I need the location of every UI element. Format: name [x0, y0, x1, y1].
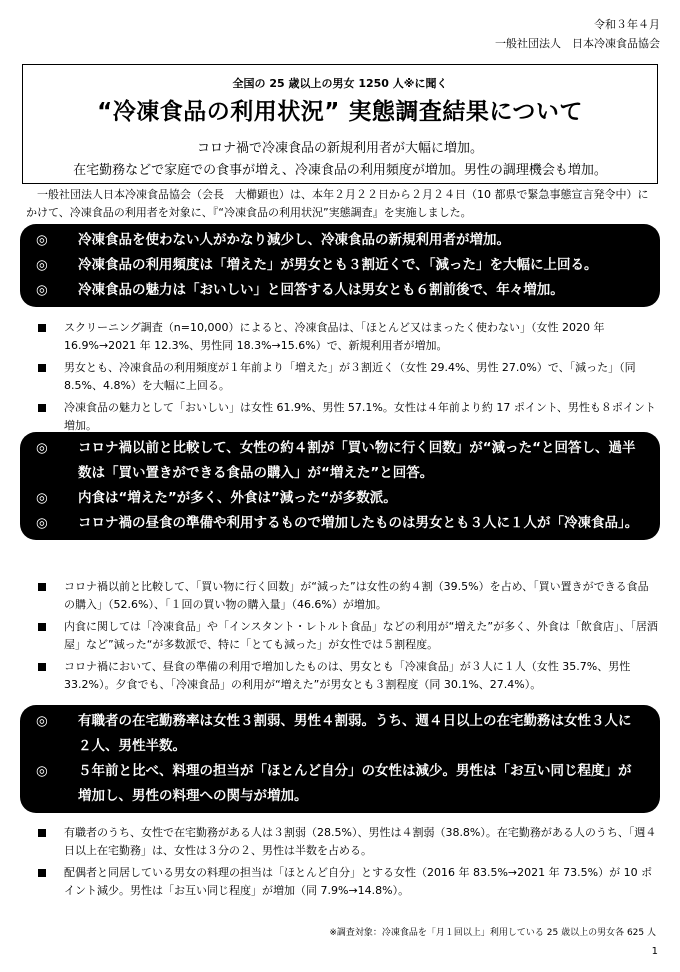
headline-item: ◎ ５年前と比べ、料理の担当が「ほとんど自分」の女性は減少。男性は「お互い同じ程度」が増加し、男性の料理への関与が増加。: [36, 759, 642, 809]
bullet-list-3: [38, 824, 658, 904]
headline-item: ◎ 冷凍食品の利用頻度は「増えた」が男女とも３割近くで、「減った」を大幅に上回る。: [36, 253, 642, 278]
headline-box-1: [20, 224, 660, 307]
title-box: [22, 64, 658, 184]
double-circle-icon: ◎: [36, 713, 48, 729]
bullet-item: 有職者のうち、女性で在宅勤務がある人は３割弱（28.5%）、男性は４割弱（38.8%）。在宅勤務がある人のうち、「週４日以上在宅勤務」は、女性は３分の２、男性は半数を占める。: [38, 824, 658, 860]
bullet-item: 男女とも、冷凍食品の利用頻度が１年前より「増えた」が３割近く（女性 29.4%、男性 27.0%）で、「減った」（同 8.5%、4.8%）を大幅に上回る。: [38, 359, 658, 395]
bullet-item: 配偶者と同居している男女の料理の担当は「ほとんど自分」とする女性（2016 年 83.5%→2021 年 73.5%）が 10 ポイント減少。男性は「お互い同じ程度」が増加（同 7.9%→14.8%）。: [38, 864, 658, 900]
square-bullet-icon: [38, 864, 64, 900]
headline-box-2: [20, 432, 660, 540]
headline-item: ◎ 冷凍食品の魅力は「おいしい」と回答する人は男女とも６割前後で、年々増加。: [36, 278, 642, 303]
page-title: “冷凍食品の利用状況” 実態調査結果について: [97, 99, 583, 125]
square-bullet-icon: [38, 658, 64, 694]
square-bullet-icon: [38, 824, 64, 860]
square-bullet-icon: [38, 578, 64, 614]
headline-item: ◎ 有職者の在宅勤務率は女性３割弱、男性４割弱。うち、週４日以上の在宅勤務は女性３人に２人、男性半数。: [36, 709, 642, 759]
headline-box-3: [20, 705, 660, 813]
double-circle-icon: ◎: [36, 282, 48, 298]
bullet-item: コロナ禍において、昼食の準備の利用で増加したものは、男女とも「冷凍食品」が３人に１人（女性 35.7%、男性 33.2%）。夕食でも、「冷凍食品」の利用が“増えた”が男女とも３割程度（同 30.1%、27.4%）。: [38, 658, 658, 694]
page-number: 1: [651, 946, 658, 957]
bullet-item: 内食に関しては「冷凍食品」や「インスタント・レトルト食品」などの利用が“増えた”が多く、外食は「飲食店」、「居酒屋」など”減った“が多数派で、特に「とても減った」が女性では５割程度。: [38, 618, 658, 654]
intro-paragraph: 一般社団法人日本冷凍食品協会（会長 大櫛顕也）は、本年２月２２日から２月２４日（10 都県で緊急事態宣言発令中）にかけて、冷凍食品の利用者を対象に、『“冷凍食品の利用状況”実態調査』を実施しました。: [26, 188, 649, 219]
double-circle-icon: ◎: [36, 232, 48, 248]
bullet-item: コロナ禍以前と比較して、「買い物に行く回数」が“減った”は女性の約４割（39.5%）を占め、「買い置きができる食品の購入」（52.6%）、「１回の買い物の購入量」（46.6%）が増加。: [38, 578, 658, 614]
headline-item: ◎ コロナ禍の昼食の準備や利用するもので増加したものは男女とも３人に１人が「冷凍食品」。: [36, 511, 642, 536]
headline-item: ◎ 内食は“増えた”が多く、外食は”減った“が多数派。: [36, 486, 642, 511]
footnote: ※調査対象：冷凍食品を「月１回以上」利用している 25 歳以上の男女各 625 人: [329, 928, 656, 938]
double-circle-icon: ◎: [36, 490, 48, 506]
bullet-item: 冷凍食品の魅力として「おいしい」は女性 61.9%、男性 57.1%。女性は４年前より約 17 ポイント、男性も８ポイント増加。: [38, 399, 658, 435]
square-bullet-icon: [38, 359, 64, 395]
double-circle-icon: ◎: [36, 515, 48, 531]
date: 令和３年４月: [594, 18, 660, 31]
double-circle-icon: ◎: [36, 257, 48, 273]
double-circle-icon: ◎: [36, 763, 48, 779]
bullet-list-1: [38, 319, 658, 439]
summary-line-1: コロナ禍で冷凍食品の新規利用者が大幅に増加。: [196, 141, 483, 156]
bullet-item: スクリーニング調査（n=10,000）によると、冷凍食品は、「ほとんど又はまったく使わない」（女性 2020 年 16.9%→2021 年 12.3%、男性同 18.3%→15.6%）で、新規利用者が増加。: [38, 319, 658, 355]
square-bullet-icon: [38, 319, 64, 355]
bullet-list-2: [38, 578, 658, 698]
title-subtitle: 全国の 25 歳以上の男女 1250 人※に聞く: [232, 77, 448, 90]
square-bullet-icon: [38, 399, 64, 435]
double-circle-icon: ◎: [36, 440, 48, 456]
organization: 一般社団法人 日本冷凍食品協会: [495, 37, 660, 50]
headline-item: ◎ 冷凍食品を使わない人がかなり減少し、冷凍食品の新規利用者が増加。: [36, 228, 642, 253]
summary-line-2: 在宅勤務などで家庭での食事が増え、冷凍食品の利用頻度が増加。男性の調理機会も増加。: [73, 163, 607, 178]
headline-item: ◎ コロナ禍以前と比較して、女性の約４割が「買い物に行く回数」が“減った“と回答し、過半数は「買い置きができる食品の購入」が“増えた”と回答。: [36, 436, 642, 486]
square-bullet-icon: [38, 618, 64, 654]
